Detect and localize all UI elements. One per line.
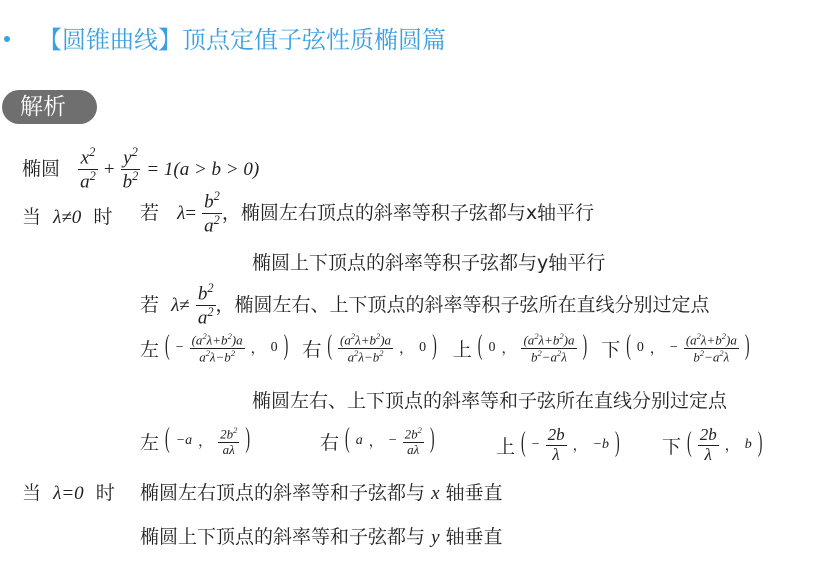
sum-point-top: 上 ( − $\frac{2b}{\lambda}$ ， −b ) xyxy=(496,425,620,464)
case2-line1: 椭圆左右顶点的斜率等和子弦都与 x 轴垂直 xyxy=(140,482,503,504)
ellipse-equation: 椭圆 $\frac{x^2}{a^2}$ + $\frac{y^2}{b^2}$ = 1(a > b > 0) xyxy=(22,145,260,193)
case1-line3: 若 λ≠ $\frac{b^2}{a^2}$ ，椭圆左右、上下顶点的斜率等积子弦所在直线分别过定点 xyxy=(140,281,710,329)
case1-line2: 椭圆上下顶点的斜率等积子弦都与y轴平行 xyxy=(252,252,606,274)
bullet-icon xyxy=(4,36,10,42)
fixed-points-product xyxy=(140,332,750,364)
sum-point-left: 左 ( −a ， $\frac{2b^2}{a\lambda}$ ) xyxy=(140,425,251,457)
point-left: 左 ( − $\frac{(a^2\lambda+b^2)a}{a^2\lambda-b^2}$ ， 0 ) xyxy=(140,331,289,364)
case2-condition: 当 λ=0 时 xyxy=(22,482,115,504)
case1-line4: 椭圆左右、上下顶点的斜率等和子弦所在直线分别过定点 xyxy=(252,390,728,412)
sum-point-right: 右 ( a ， − $\frac{2b^2}{a\lambda}$ ) xyxy=(320,425,435,457)
fixed-points-sum xyxy=(0,420,828,468)
case2-line2: 椭圆上下顶点的斜率等和子弦都与 y 轴垂直 xyxy=(140,526,503,548)
point-bottom: 下 ( 0 ， − $\frac{(a^2\lambda+b^2)a}{b^2-a^2\lambda}$ ) xyxy=(601,331,750,364)
sum-point-bottom: 下 ( $\frac{2b}{\lambda}$ ， b ) xyxy=(662,425,763,464)
section-badge: 解析 xyxy=(2,90,97,124)
point-top: 上 ( 0 ， $\frac{(a^2\lambda+b^2)a}{b^2-a^2\lambda}$ ) xyxy=(452,331,588,364)
x-frac: $\frac{x^2}{a^2}$ xyxy=(80,145,96,193)
page-title: 【圆锥曲线】顶点定值子弦性质椭圆篇 xyxy=(0,20,446,55)
case1-line1: 若 λ= $\frac{b^2}{a^2}$ ，椭圆左右顶点的斜率等积子弦都与x轴平行 xyxy=(140,189,595,237)
point-right: 右 ( $\frac{(a^2\lambda+b^2)a}{a^2\lambda-b^2}$ ， 0 ) xyxy=(302,331,437,364)
y-frac: $\frac{y^2}{b^2}$ xyxy=(122,145,139,193)
case1-condition: 当 λ≠0 时 xyxy=(22,206,113,228)
